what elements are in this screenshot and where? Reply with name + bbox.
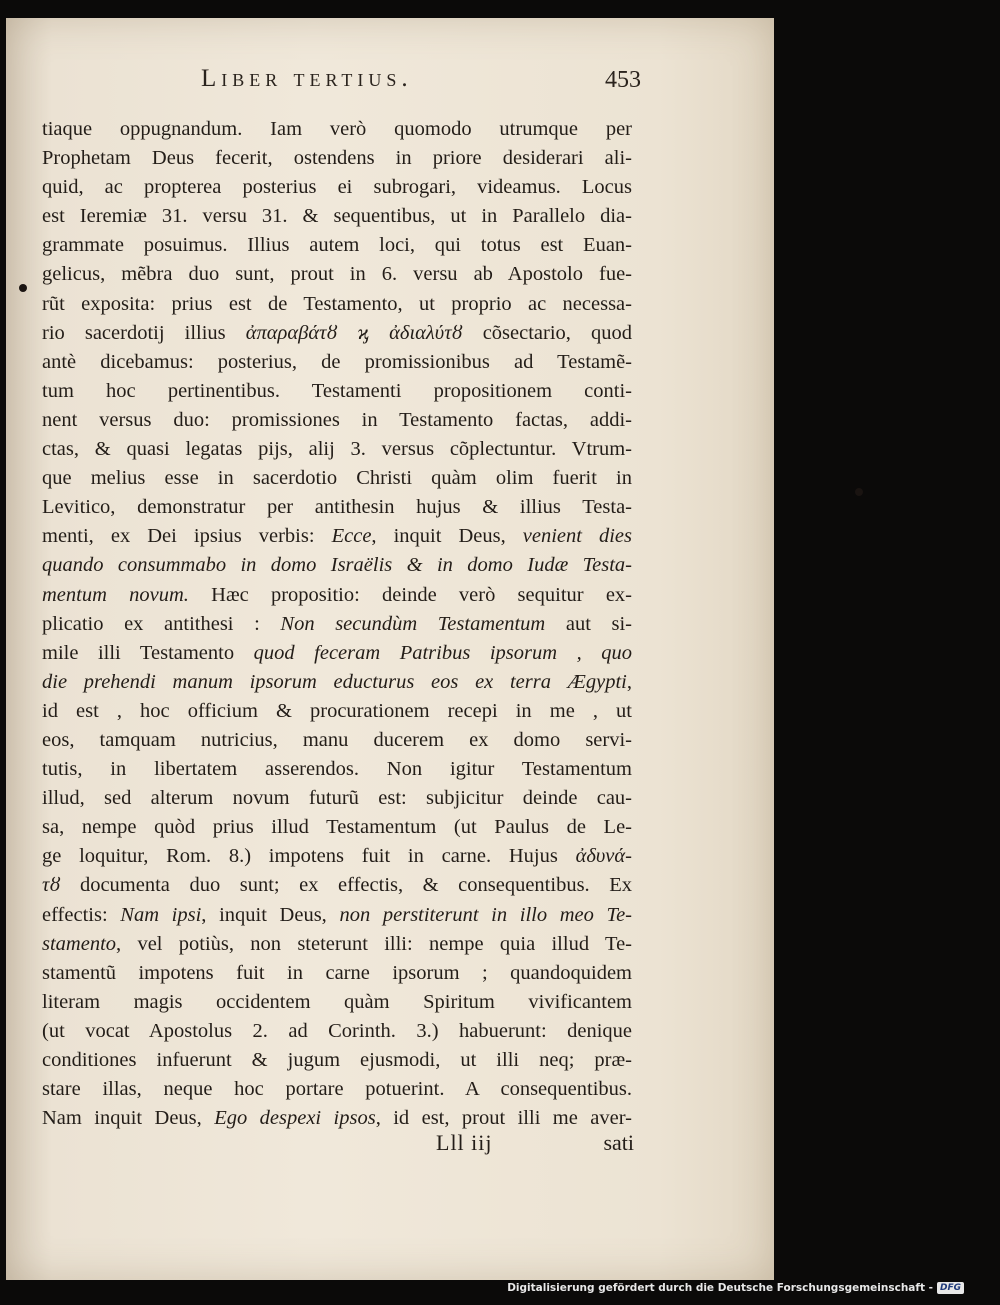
italic-text: τȣ [42,874,61,897]
roman-text: que melius esse in sacerdotio Christi quàm olim fuerit in [42,467,632,490]
text-line [42,348,632,377]
roman-text: antè dicebamus: posterius, de promissionibus ad Testamẽ- [42,350,632,373]
italic-text: quod feceram Patribus ipsorum , quo [253,641,632,664]
roman-text: rũt exposita: prius est de Testamento, ut proprio ac necessa- [42,292,632,315]
roman-text: conditiones infuerunt & jugum ejusmodi, ut illi neq; præ- [42,1049,632,1071]
text-line [42,173,632,202]
text-line [42,1046,632,1075]
catchword: sati [603,1130,634,1155]
roman-text: Nam inquit Deus, [42,1107,215,1130]
roman-text: , inquit Deus, [371,525,523,548]
roman-text: , id est, prout illi me aver- [375,1107,632,1130]
text-line [42,1104,632,1133]
signature-mark: Lll iij [436,1130,493,1155]
text-line [42,115,632,144]
roman-text: tum hoc pertinentibus. Testamenti propositionem conti- [42,379,632,402]
italic-text: quando consummabo in domo Israëlis & in domo Iudæ Testa- [42,554,632,577]
italic-text: Nam ipsi [120,903,202,926]
roman-text: rio sacerdotij illius [42,321,246,344]
italic-text: Non secundùm Testamentum [280,612,546,635]
roman-text: stare illas, neque hoc portare potuerint. A consequentibus. [42,1078,632,1101]
text-line [42,871,632,900]
text-line [42,377,632,406]
roman-text: Hæc propositio: deinde verò sequitur ex- [188,583,633,606]
text-line [42,406,632,435]
dfg-logo: DFG [937,1282,964,1294]
footer-marks [436,1130,634,1160]
roman-text: , inquit Deus, [201,903,340,926]
text-line [42,959,632,988]
roman-text: literam magis occidentem quàm Spiritum vivificantem [42,990,632,1013]
roman-text: Levitico, demonstratur per antithesin hujus & illius Testa- [42,496,632,519]
text-line [42,697,632,726]
roman-text: documenta duo sunt; ex effectis, & consequentibus. Ex [60,874,632,897]
text-line [42,842,632,871]
text-line [42,290,632,319]
text-line [42,319,632,348]
text-line [42,464,632,493]
roman-text: stamentũ impotens fuit in carne ipsorum ; quandoquidem [42,961,632,984]
text-line [42,1017,632,1046]
italic-text: venient dies [522,525,632,548]
roman-text: quid, ac propterea posterius ei subrogari, videamus. Locus [42,176,632,199]
margin-mark-right [855,488,863,496]
italic-text: stamento [42,932,117,955]
roman-text: ge loquitur, Rom. 8.) impotens fuit in carne. Hujus [42,845,576,868]
roman-text: illud, sed alterum novum futurũ est: subjicitur deinde cau- [42,787,632,810]
roman-text: plicatio ex antithesi : [42,612,281,635]
italic-text: ἀδυνά- [575,845,632,868]
text-line [42,755,632,784]
italic-text: Ego despexi ipsos [214,1107,376,1130]
roman-text: , [626,670,632,693]
roman-text: est Ieremiæ 31. versu 31. & sequentibus, ut in Parallelo dia- [42,205,632,228]
text-line [42,144,632,173]
roman-text: Prophetam Deus fecerit, ostendens in priore desiderari ali- [42,147,632,170]
roman-text: cõsectario, quod [462,321,632,344]
roman-text: gelicus, mẽbra duo sunt, prout in 6. versu ab Apostolo fue- [42,263,632,286]
text-line [42,581,632,610]
roman-text: menti, ex Dei ipsius verbis: [42,525,332,548]
text-line [42,813,632,842]
text-line [42,668,632,697]
italic-text: die prehendi manum ipsorum educturus eos ex terra Ægypti [42,670,627,693]
running-head: Liber tertius. [201,65,413,92]
body-text [42,115,632,1133]
text-line [42,1075,632,1104]
text-line [42,202,632,231]
page-header [201,65,641,105]
italic-text: ἀπαραβάτȣ ϗ ἀδιαλύτȣ [245,321,463,344]
text-line [42,231,632,260]
text-line [42,551,632,580]
roman-text: grammate posuimus. Illius autem loci, qui totus est Euan- [42,234,632,257]
roman-text: tiaque oppugnandum. Iam verò quomodo utrumque per [42,118,632,140]
text-line [42,260,632,289]
text-line [42,493,632,522]
text-line [42,988,632,1017]
text-line [42,522,632,551]
text-line [42,784,632,813]
roman-text: eos, tamquam nutricius, manu ducerem ex domo servi- [42,728,632,751]
text-line [42,435,632,464]
roman-text: id est , hoc officium & procurationem recepi in me , ut [42,699,632,722]
roman-text: (ut vocat Apostolus 2. ad Corinth. 3.) habuerunt: denique [42,1019,632,1042]
roman-text: tutis, in libertatem asserendos. Non igitur Testamentum [42,758,632,781]
margin-mark-left [19,284,27,292]
roman-text: sa, nempe quòd prius illud Testamentum (ut Paulus de Le- [42,816,632,839]
italic-text: non perstiterunt in illo meo Te- [339,903,632,926]
roman-text: ctas, & quasi legatas pijs, alij 3. versus cõplectuntur. Vtrum- [42,438,632,461]
roman-text: aut si- [545,612,633,635]
book-page [6,18,774,1280]
roman-text: mile illi Testamento [42,641,254,664]
digitization-credit: Digitalisierung gefördert durch die Deutsche Forschungsgemeinschaft - [507,1282,933,1294]
page-number: 453 [605,67,641,93]
text-line [42,610,632,639]
digitization-footer [507,1279,964,1297]
italic-text: mentum novum. [42,583,189,606]
text-line [42,639,632,668]
roman-text: effectis: [42,903,121,926]
text-line [42,901,632,930]
roman-text: nent versus duo: promissiones in Testamento factas, addi- [42,408,632,431]
roman-text: , vel potiùs, non steterunt illi: nempe quia illud Te- [116,932,632,955]
text-line [42,726,632,755]
italic-text: Ecce [331,525,372,548]
text-line [42,930,632,959]
